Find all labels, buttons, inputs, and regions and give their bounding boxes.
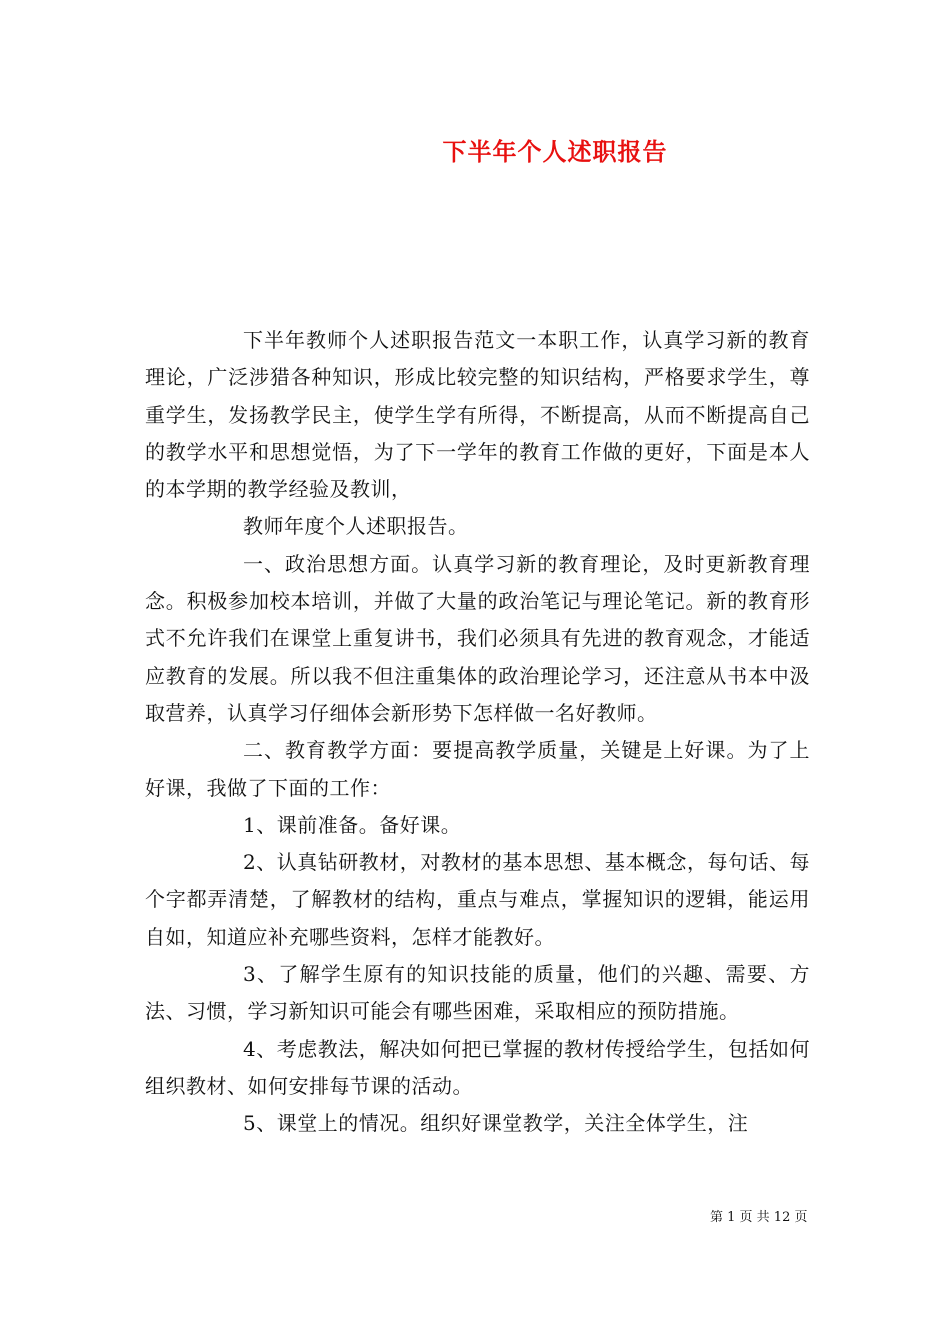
paragraph-teaching: 二、教育教学方面：要提高教学质量，关键是上好课。为了上好课，我做了下面的工作： xyxy=(145,738,810,800)
paragraph-intro: 下半年教师个人述职报告范文一本职工作，认真学习新的教育理论，广泛涉猎各种知识，形成比较完整的知识结构，严格要求学生，尊重学生，发扬教学民主，使学生学有所得，不断提高，从而不断提高自己的教学水平和思想觉悟，为了下一学年的教育工作做的更好，下面是本人的本学期的教学经验及教训， xyxy=(145,328,810,502)
document-title: 下半年个人述职报告 xyxy=(442,137,668,166)
paragraph-item-1: 1、课前准备。备好课。 xyxy=(243,812,462,837)
paragraph-report-name: 教师年度个人述职报告。 xyxy=(243,514,469,539)
page-number-footer: 第 1 页 共 12 页 xyxy=(710,1210,808,1225)
paragraph-item-5: 5、课堂上的情况。组织好课堂教学，关注全体学生，注 xyxy=(243,1111,749,1136)
paragraph-item-2: 2、认真钻研教材，对教材的基本思想、基本概念，每句话、每个字都弄清楚，了解教材的结构，重点与难点，掌握知识的逻辑，能运用自如，知道应补充哪些资料，怎样才能教好。 xyxy=(145,850,810,949)
paragraph-item-4: 4、考虑教法，解决如何把已掌握的教材传授给学生，包括如何组织教材、如何安排每节课的活动。 xyxy=(145,1036,810,1098)
paragraph-political: 一、政治思想方面。认真学习新的教育理论，及时更新教育理念。积极参加校本培训，并做了大量的政治笔记与理论笔记。新的教育形式不允许我们在课堂上重复讲书，我们必须具有先进的教育观念，才能适应教育的发展。所以我不但注重集体的政治理论学习，还注意从书本中汲取营养，认真学习仔细体会新形势下怎样做一名好教师。 xyxy=(145,551,810,725)
document-body xyxy=(145,322,810,1143)
paragraph-item-3: 3、了解学生原有的知识技能的质量，他们的兴趣、需要、方法、习惯，学习新知识可能会有哪些困难，采取相应的预防措施。 xyxy=(145,962,810,1024)
